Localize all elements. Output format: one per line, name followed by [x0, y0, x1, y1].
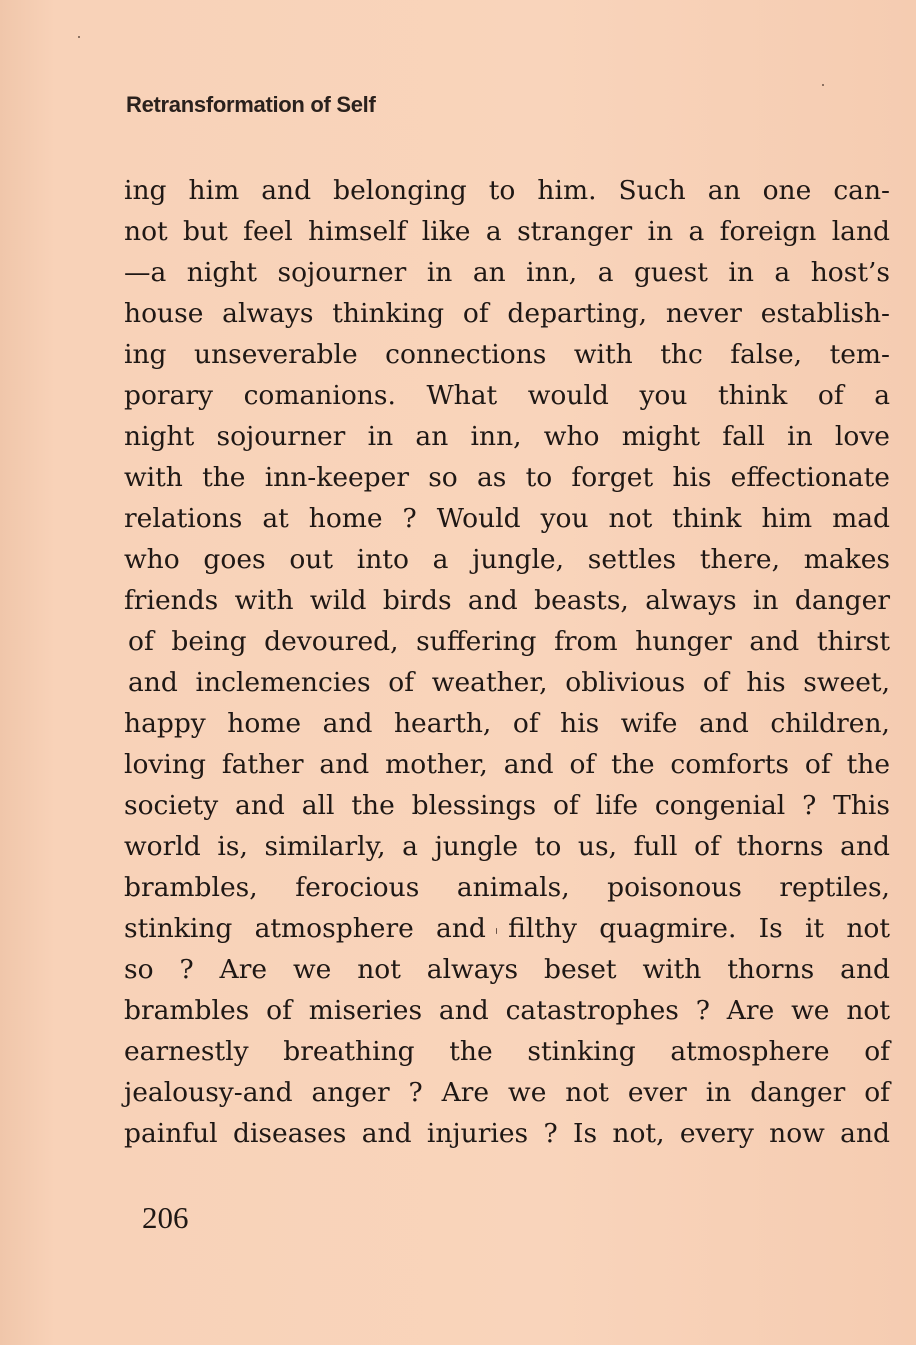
page-number: 206 — [142, 1200, 189, 1235]
text-line: so ? Are we not always beset with thorns and — [124, 954, 890, 985]
text-line: friends with wild birds and beasts, always in danger — [124, 585, 890, 616]
text-line: society and all the blessings of life congenial ? This — [124, 790, 890, 821]
text-line: world is, similarly, a jungle to us, full of thorns and — [124, 831, 890, 862]
text-line: brambles of miseries and catastrophes ? Are we not — [124, 995, 890, 1026]
body-text — [124, 170, 890, 1154]
paper-speck — [78, 36, 80, 38]
running-head: Retransformation of Self — [126, 92, 376, 117]
text-line: earnestly breathing the stinking atmosphere of — [124, 1036, 890, 1067]
text-line: loving father and mother, and of the comforts of the — [124, 749, 890, 780]
text-line: of being devoured, suffering from hunger and thirst — [128, 626, 890, 657]
text-line: brambles, ferocious animals, poisonous reptiles, — [124, 872, 890, 903]
text-line: house always thinking of departing, never establish- — [124, 298, 890, 329]
text-line: —a night sojourner in an inn, a guest in a host’s — [124, 257, 890, 288]
paper-speck — [822, 84, 824, 86]
text-line: relations at home ? Would you not think him mad — [124, 503, 890, 534]
text-line: not but feel himself like a stranger in a foreign land — [124, 216, 890, 247]
text-line: and inclemencies of weather, oblivious of his sweet, — [128, 667, 890, 698]
text-line: ing unseverable connections with thc false, tem- — [124, 339, 890, 370]
text-line: night sojourner in an inn, who might fall in love — [124, 421, 890, 452]
text-line: painful diseases and injuries ? Is not, every now and — [124, 1118, 890, 1149]
text-line: happy home and hearth, of his wife and children, — [124, 708, 890, 739]
text-line: who goes out into a jungle, settles there, makes — [124, 544, 890, 575]
text-line: jealousy-and anger ? Are we not ever in danger of — [124, 1077, 890, 1108]
text-line: stinking atmosphere and filthy quagmire. Is it not — [124, 913, 890, 944]
text-line: ing him and belonging to him. Such an one can- — [124, 175, 890, 206]
text-line: porary comanions. What would you think of a — [124, 380, 890, 411]
text-line: with the inn-keeper so as to forget his effectionate — [124, 462, 890, 493]
